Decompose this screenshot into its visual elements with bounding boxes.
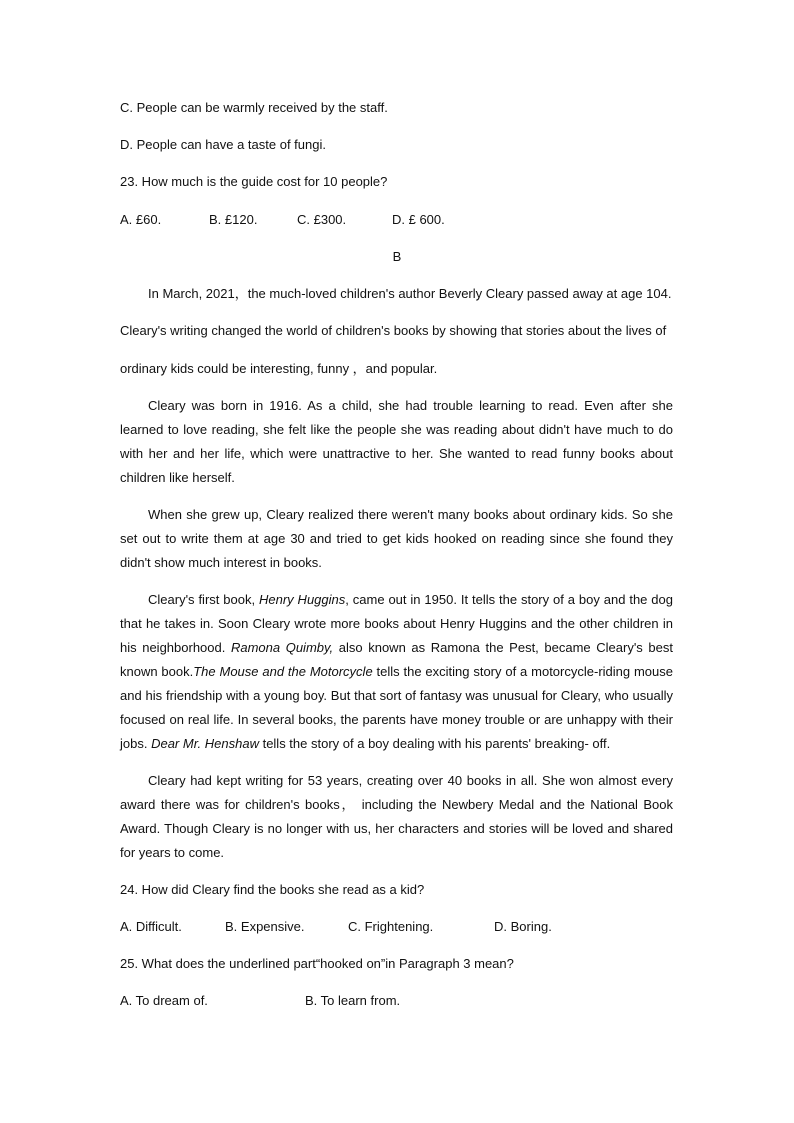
p1-line-1: In March, 2021，the much-loved children's author Beverly Cleary passed away at age 104. [148,286,672,301]
paragraph-5-text: Cleary had kept writing for 53 years, creating over 40 books in all. She won almost every award there was for children's books， including the Newbery Medal and the National Book Award. Though Cleary is no longer with us, her characters and stories will be loved and shared for years to come. [120,773,673,860]
q23-question: 23. How much is the guide cost for 10 people? [120,174,388,189]
book-title-henry-huggins: Henry Huggins [258,592,346,607]
q24-option-a: A. Difficult. [120,919,182,934]
q23-option-c: C. £300. [297,212,347,227]
q23-option-a: A. £60. [120,212,162,227]
q25-option-a: A. To dream of. [120,993,208,1008]
paragraph-2-text: Cleary was born in 1916. As a child, she had trouble learning to read. Even after she learned to love reading, she felt like the people she was reading about didn't have much to do with her and her life, which were unattractive to her. She wanted to read funny books about children like herself. [120,398,673,485]
book-title-ramona-quimby: Ramona Quimby, [230,640,334,655]
q24-option-b: B. Expensive. [225,919,305,934]
q22-option-c: C. People can be warmly received by the staff. [120,100,388,115]
q23-option-b: B. £120. [209,212,258,227]
p1-line-3: ordinary kids could be interesting, funny ，and popular. [120,361,438,376]
paragraph-3-text: When she grew up, Cleary realized there weren't many books about ordinary kids. So she set out to write them at age 30 and tried to get kids hooked on reading since she found they didn't show much interest in books. [120,507,673,570]
p4-part-4: tells the exciting story of a motorcycle-riding mouse and his friendship with a young boy. But that sort of fantasy was unusual for Cleary, who usually focused on real life. In several books, the parents have money trouble or are unhappy with their jobs. [120,664,673,751]
p1-line-2: Cleary's writing changed the world of children's books by showing that stories about the lives of [120,323,667,338]
p4-part-2: , came out in 1950. It tells the story of a boy and the dog that he takes in. Soon Cleary wrote more books about Henry Huggins and the other children in his neighborhood. [120,592,673,655]
q24-option-c: C. Frightening. [348,919,434,934]
p4-part-3: also known as Ramona the Pest, became Cleary's best known book. [120,640,673,679]
q25-option-b: B. To learn from. [305,993,401,1008]
paragraph-5 [120,769,673,865]
paragraph-2 [120,394,673,490]
q24-question: 24. How did Cleary find the books she read as a kid? [120,882,425,897]
p4-part-1: Cleary's first book, [148,592,259,607]
paragraph-4 [120,588,673,756]
q25-question: 25. What does the underlined part“hooked on”in Paragraph 3 mean? [120,956,514,971]
section-b-heading: B [392,249,402,264]
book-title-dear-mr-henshaw: Dear Mr. Henshaw [151,736,259,751]
q24-option-d: D. Boring. [494,919,552,934]
p4-part-5: tells the story of a boy dealing with his parents' breaking- off. [258,736,611,751]
q23-option-d: D. £ 600. [392,212,445,227]
book-title-mouse-motorcycle: The Mouse and the Motorcycle [193,664,373,679]
paragraph-4-text [120,588,673,756]
paragraph-3 [120,503,673,575]
q22-option-d: D. People can have a taste of fungi. [120,137,326,152]
